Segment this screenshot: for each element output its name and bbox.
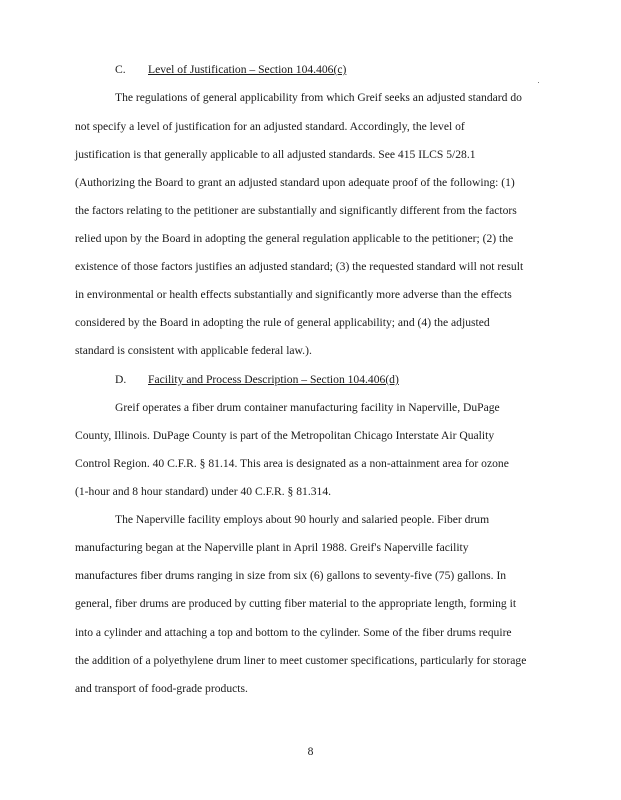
paragraph-line: the factors relating to the petitioner are substantially and significantly different from the factors <box>75 204 517 217</box>
paragraph-line: manufacturing began at the Naperville plant in April 1988. Greif's Naperville facility <box>75 541 469 554</box>
section-d-title: Facility and Process Description – Section 104.406(d) <box>148 373 399 386</box>
paragraph-line: the addition of a polyethylene drum liner to meet customer specifications, particularly for storage <box>75 654 527 667</box>
paragraph-line: into a cylinder and attaching a top and bottom to the cylinder. Some of the fiber drums require <box>75 626 512 639</box>
paragraph-line: considered by the Board in adopting the rule of general applicability; and (4) the adjusted <box>75 316 490 329</box>
paragraph-line: The Naperville facility employs about 90 hourly and salaried people. Fiber drum <box>115 513 490 526</box>
section-d-letter: D. <box>115 373 127 386</box>
paragraph-line: relied upon by the Board in adopting the general regulation applicable to the petitioner; (2) the <box>75 232 514 245</box>
paragraph-line: general, fiber drums are produced by cutting fiber material to the appropriate length, forming it <box>75 597 517 610</box>
section-d-heading <box>115 373 399 387</box>
paragraph-line: justification is that generally applicable to all adjusted standards. See 415 ILCS 5/28.1 <box>75 148 476 161</box>
paragraph-line: existence of those factors justifies an adjusted standard; (3) the requested standard will not result <box>75 260 524 273</box>
paragraph-line: County, Illinois. DuPage County is part of the Metropolitan Chicago Interstate Air Quality <box>75 429 495 442</box>
paragraph-line: Control Region. 40 C.F.R. § 81.14. This area is designated as a non-attainment area for ozone <box>75 457 509 470</box>
scan-speck <box>538 82 539 83</box>
section-c-title: Level of Justification – Section 104.406(c) <box>148 63 347 76</box>
paragraph-line: not specify a level of justification for an adjusted standard. Accordingly, the level of <box>75 120 465 133</box>
page-number: 8 <box>307 745 314 758</box>
paragraph-line: The regulations of general applicability from which Greif seeks an adjusted standard do <box>115 91 522 104</box>
paragraph-line: in environmental or health effects substantially and significantly more adverse than the effects <box>75 288 512 301</box>
section-c-letter: C. <box>115 63 126 76</box>
paragraph-line: (1-hour and 8 hour standard) under 40 C.F.R. § 81.314. <box>75 485 332 498</box>
paragraph-line: manufactures fiber drums ranging in size from six (6) gallons to seventy-five (75) gallons. In <box>75 569 507 582</box>
paragraph-line: (Authorizing the Board to grant an adjusted standard upon adequate proof of the following: (1) <box>75 176 515 189</box>
paragraph-line: Greif operates a fiber drum container manufacturing facility in Naperville, DuPage <box>115 401 500 414</box>
paragraph-line: standard is consistent with applicable federal law.). <box>75 344 312 357</box>
section-c-heading <box>115 63 346 77</box>
paragraph-line: and transport of food-grade products. <box>75 682 248 695</box>
